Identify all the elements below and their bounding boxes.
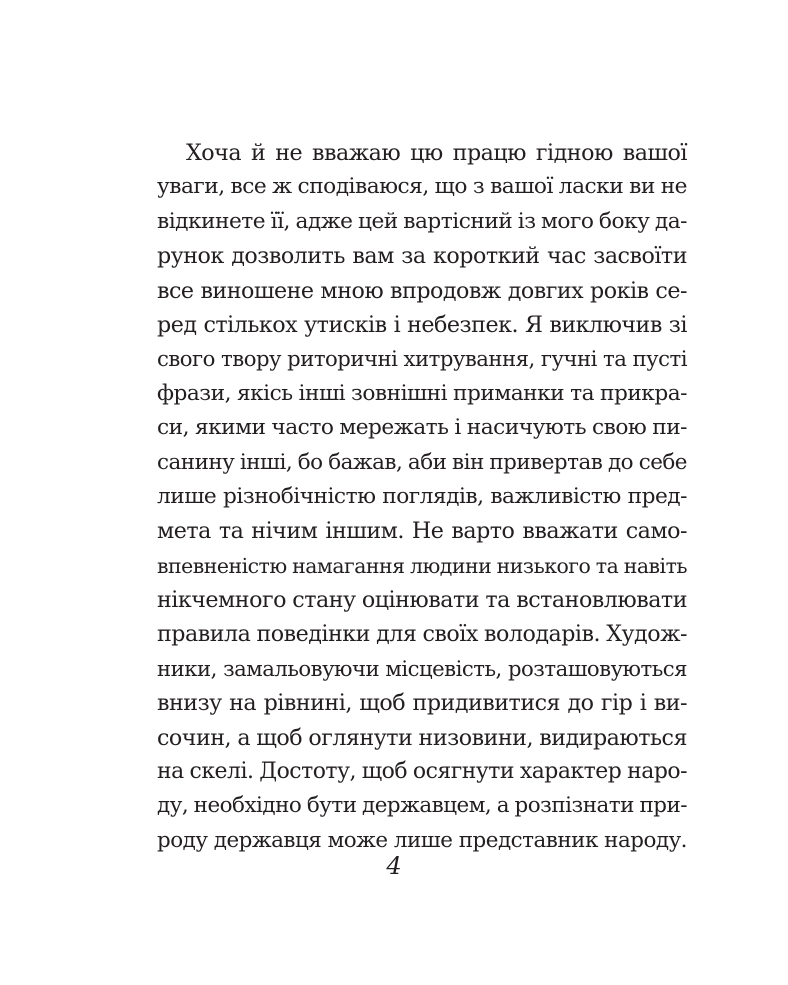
paragraph-line: сочин, а щоб оглянути низовини, видираються [157, 724, 687, 751]
paragraph-line: ники, замальовуючи місцевість, розташовуються [157, 655, 687, 681]
paragraph-line: внизу на рівнині, щоб придивитися до гір і ви- [157, 690, 687, 717]
paragraph-line: відкинете її, адже цей вартісний із мого боку да- [157, 208, 687, 234]
paragraph-line: уваги, все ж сподіваюся, що з вашої ласки ви не [157, 174, 687, 200]
paragraph-line: рунок дозволить вам за короткий час засвоїти [157, 243, 687, 270]
paragraph-line: си, якими часто мережать і насичують свою пи- [157, 415, 687, 441]
page-number: 4 [386, 852, 402, 880]
body-paragraph [157, 136, 687, 858]
paragraph-line: ду, необхідно бути державцем, а розпізнати при- [157, 793, 687, 819]
paragraph-line: Хоча й не вважаю цю працю гідною вашої [186, 140, 687, 166]
paragraph-line: роду державця може лише представник народу. [157, 827, 687, 853]
paragraph-line: впевненістю намагання людини низького та навіть [157, 553, 687, 578]
paragraph-line: нікчемного стану оцінювати та встановлювати [157, 587, 687, 614]
paragraph-line: мета та нічим іншим. Не варто вважати само- [157, 518, 687, 545]
paragraph-line: правила поведінки для своїх володарів. Худож- [157, 621, 687, 648]
paragraph-line: лише різнобічністю поглядів, важливістю пред- [157, 483, 687, 509]
paragraph-line: фрази, якісь інші зовнішні приманки та прикра- [157, 380, 687, 406]
paragraph-line: ред стількох утисків і небезпек. Я виключив зі [157, 311, 687, 338]
paragraph-line: на скелі. Достоту, щоб осягнути характер наро- [157, 759, 687, 785]
paragraph-line: свого твору риторичні хитрування, гучні та пусті [157, 346, 687, 372]
paragraph-line: санину інші, бо бажав, аби він привертав до себе [157, 449, 687, 475]
paragraph-line: все виношене мною впродовж довгих років се- [157, 277, 687, 304]
